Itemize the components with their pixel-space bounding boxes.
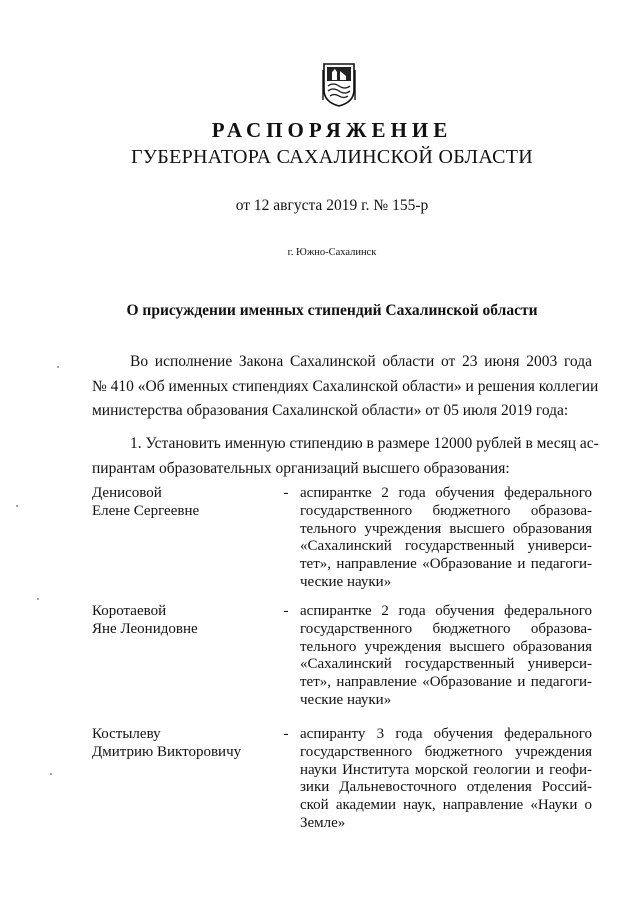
scan-speck [16, 505, 18, 507]
entry-dash: - [283, 485, 289, 501]
paragraph-1-line: Во исполнение Закона Сахалинской области от 23 июня 2003 года [130, 353, 592, 370]
recipient-surname: Коротаевой [92, 603, 167, 619]
description-line: ческие науки» [300, 573, 392, 590]
recipient-name [92, 603, 272, 639]
description-line: ческие науки» [300, 691, 392, 708]
scan-speck [37, 598, 39, 600]
entry-dash: - [283, 603, 289, 619]
description-line: тельного учреждения высшего образования [300, 520, 592, 537]
body-paragraph-1 [92, 350, 599, 424]
description-line: государственного бюджетного образова- [300, 502, 592, 519]
recipient-surname: Денисовой [92, 485, 162, 501]
document-date: от 12 августа 2019 г. № 155-р [235, 197, 429, 214]
document-title: РАСПОРЯЖЕНИЕ [211, 118, 453, 142]
body-paragraph-2 [92, 432, 599, 481]
description-line: тет», направление «Образование и педагоги- [300, 674, 592, 691]
paragraph-2-line: 1. Установить именную стипендию в размере 12000 рублей в месяц ас- [130, 435, 599, 452]
scan-speck [57, 366, 59, 368]
document-subtitle: ГУБЕРНАТОРА САХАЛИНСКОЙ ОБЛАСТИ [130, 146, 533, 168]
recipient-given-names: Яне Леонидовне [92, 620, 198, 637]
description-line: государственного бюджетного учреждения [300, 743, 592, 760]
description-line: науки Института морской геологии и геофи- [300, 761, 592, 778]
description-line: аспирантке 2 года обучения федерального [300, 603, 592, 619]
description-line: тет», направление «Образование и педагоги- [300, 556, 592, 573]
recipient-name [92, 726, 272, 762]
description-line: государственного бюджетного образова- [300, 620, 592, 637]
recipient-given-names: Елене Сергеевне [92, 502, 200, 519]
recipient-given-names: Дмитрию Викторовичу [92, 743, 242, 760]
description-line: Земле» [300, 814, 346, 831]
sakhalin-coat-of-arms-icon [322, 60, 356, 108]
description-line: зики Дальневосточного отделения Россий- [300, 779, 592, 796]
document-city: г. Южно-Сахалинск [287, 247, 377, 258]
recipient-name [92, 485, 272, 521]
scan-speck [50, 773, 52, 775]
recipient-description [300, 485, 592, 592]
paragraph-1-line: № 410 «Об именных стипендиях Сахалинской области» и решения коллегии [92, 377, 599, 395]
description-line: аспиранту 3 года обучения федерального [300, 726, 592, 742]
recipient-description [300, 726, 592, 833]
description-line: «Сахалинский государственный универси- [300, 656, 592, 673]
recipient-surname: Костылеву [92, 726, 161, 742]
description-line: тельного учреждения высшего образования [300, 638, 592, 655]
description-line: ской академии наук, направление «Науки о [300, 797, 592, 814]
document-subject: О присуждении именных стипендий Сахалинской области [126, 302, 538, 319]
description-line: «Сахалинский государственный универси- [300, 538, 592, 555]
description-line: аспирантке 2 года обучения федерального [300, 485, 592, 501]
paragraph-2-line: пирантам образовательных организаций высшего образования: [92, 459, 510, 477]
paragraph-1-line: министерства образования Сахалинской области» от 05 июля 2019 года: [92, 402, 569, 419]
recipient-description [300, 603, 592, 710]
entry-dash: - [283, 726, 289, 742]
